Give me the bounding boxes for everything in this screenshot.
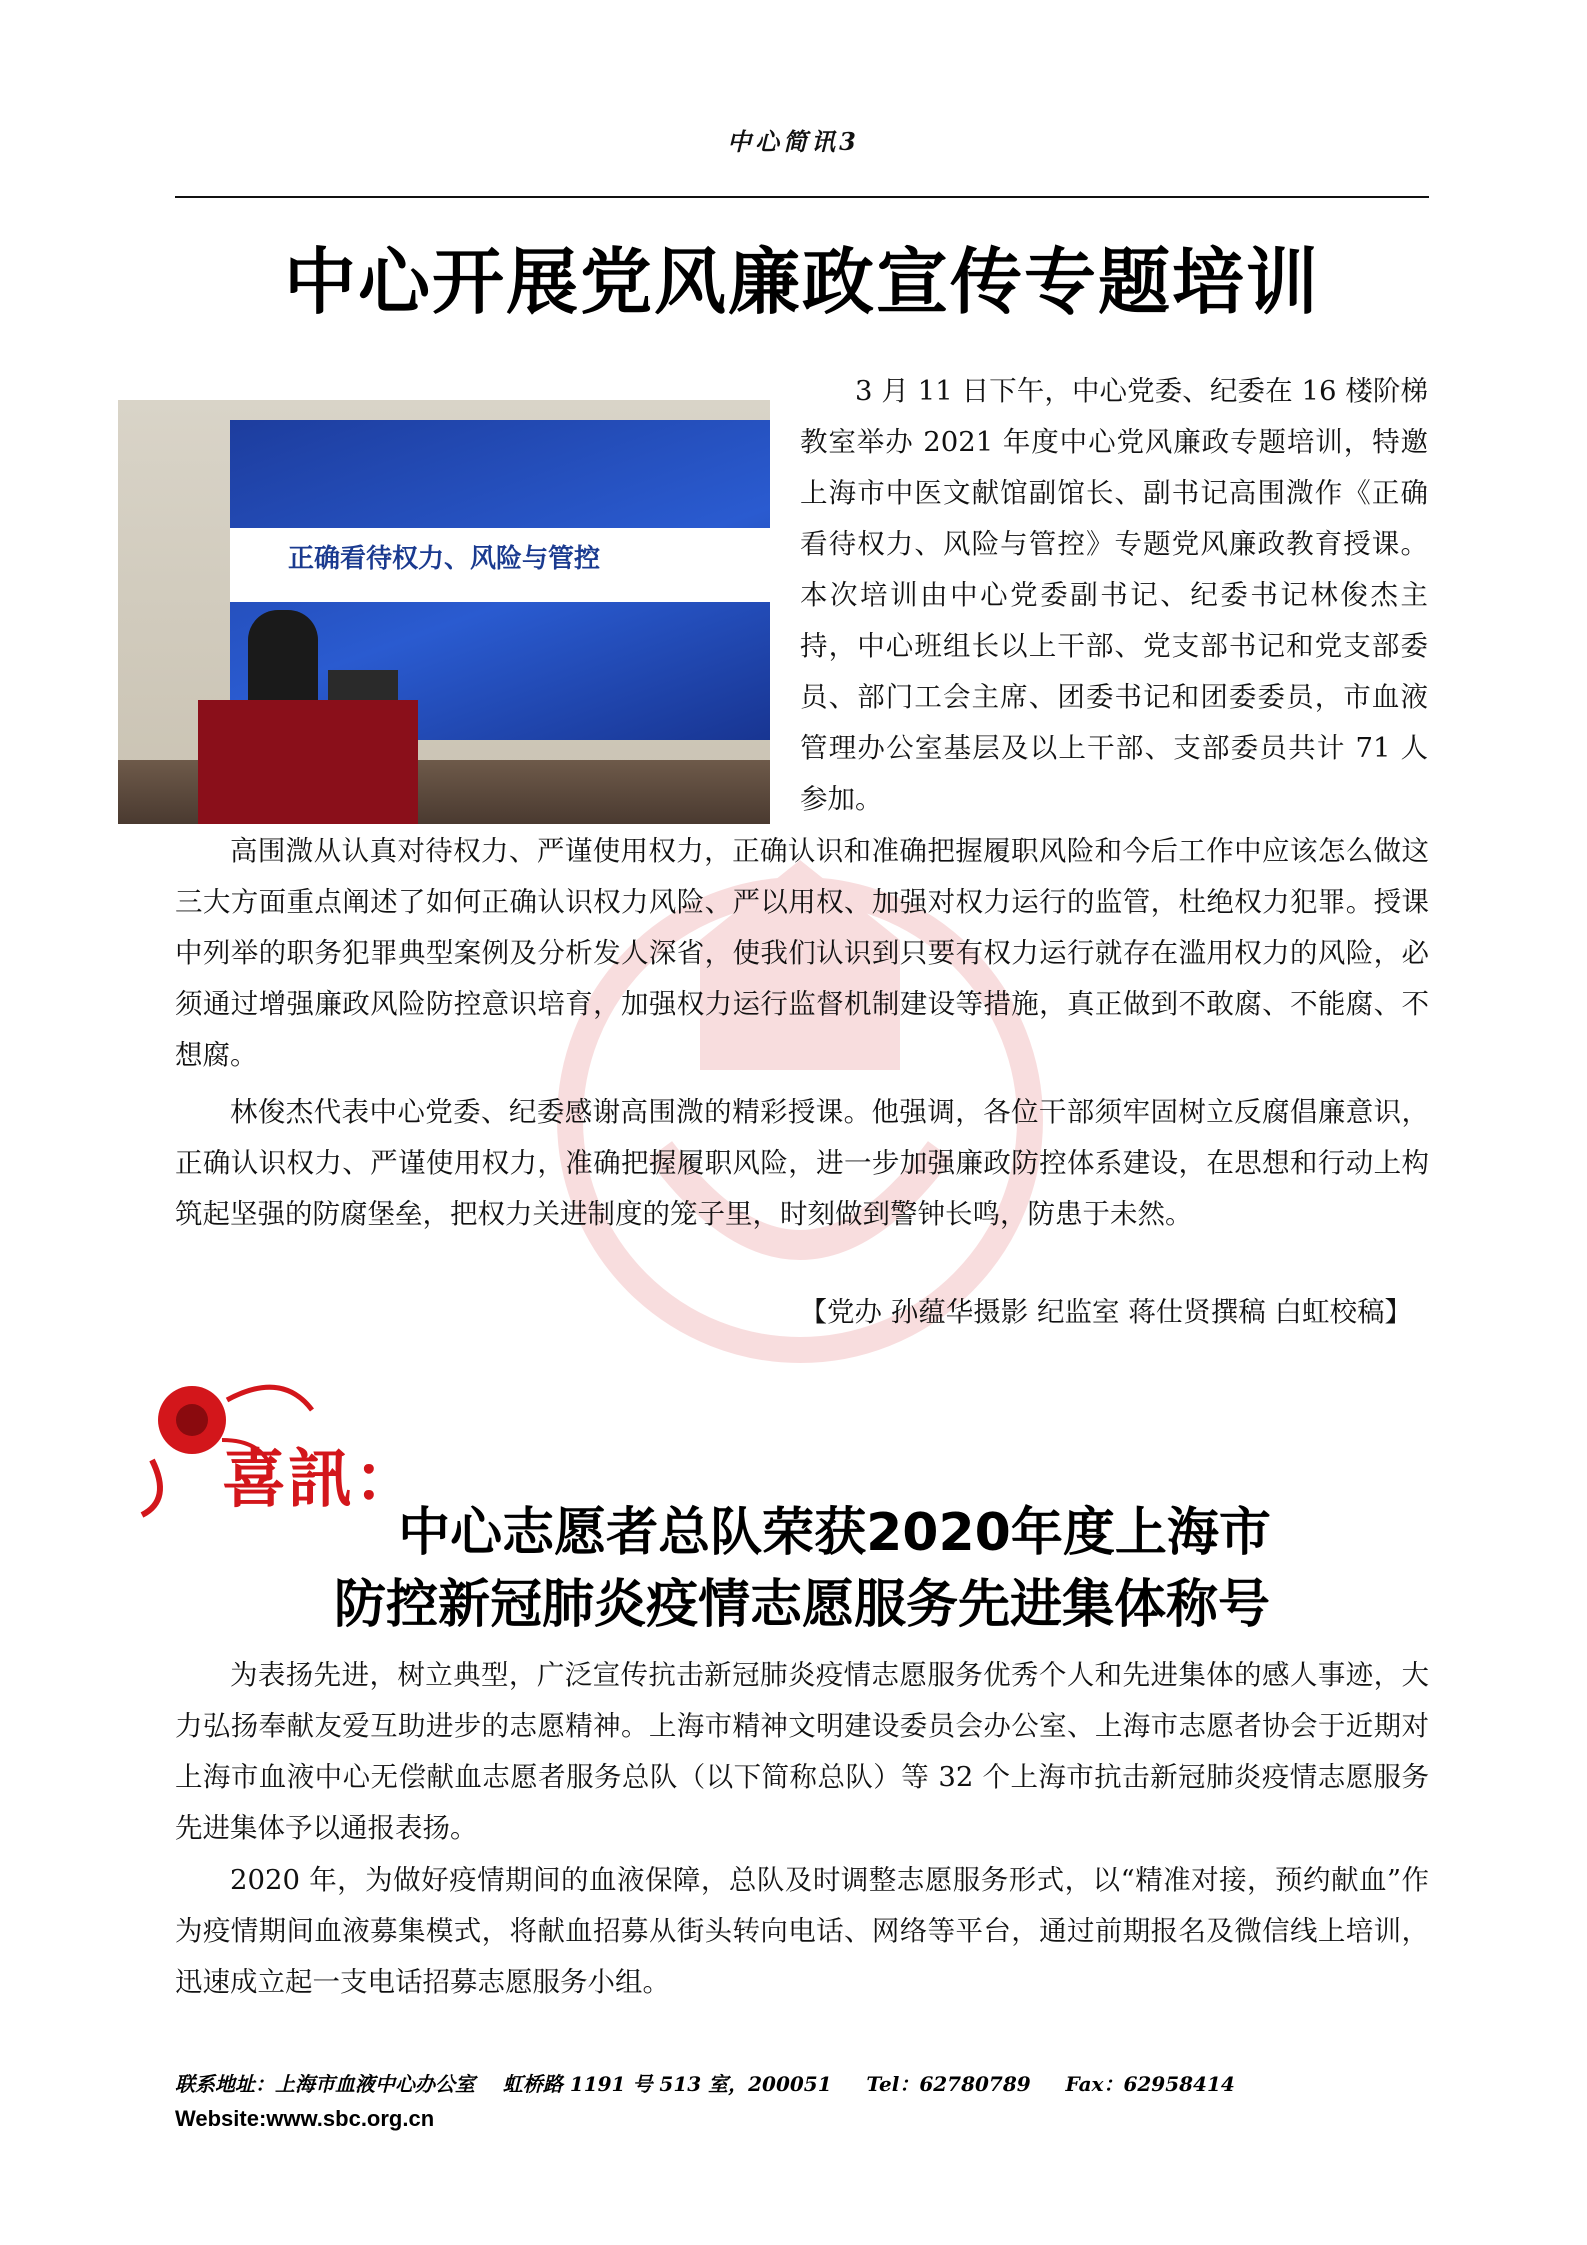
article-credit: 【党办 孙蕴华摄影 纪监室 蒋仕贤撰稿 白虹校稿】 <box>799 1296 1412 1328</box>
newsletter-header-title: 中心简讯3 <box>727 127 860 156</box>
podium-table <box>198 700 418 824</box>
projection-title-text: 正确看待权力、风险与管控 <box>288 544 601 574</box>
article-paragraph-3: 林俊杰代表中心党委、纪委感谢高围溦的精彩授课。他强调，各位干部须牢固树立反腐倡廉意识，正确认识权力、严谨使用权力，准确把握履职风险，进一步加强廉政防控体系建设，在思想和行动上构筑起坚强的防腐堡垒，把权力关进制度的笼子里，时刻做到警钟长鸣，防患于未然。 <box>175 1096 1429 1230</box>
footer-contact: 联系地址：上海市血液中心办公室 虹桥路 1191 号 513 室，200051 Tel：62780789 Fax：62958414 <box>175 2072 1235 2096</box>
article-title: 中心开展党风廉政宣传专题培训 <box>283 240 1320 324</box>
news-paragraph-2: 2020 年，为做好疫情期间的血液保障，总队及时调整志愿服务形式，以“精准对接，预约献血”作为疫情期间血液募集模式，将献血招募从街头转向电话、网络等平台，通过前期报名及微信线上培训，迅速成立起一支电话招募志愿服务小组。 <box>175 1864 1429 1998</box>
article-paragraph-1: 3 月 11 日下午，中心党委、纪委在 16 楼阶梯教室举办 2021 年度中心党风廉政专题培训，特邀上海市中医文献馆副馆长、副书记高围溦作《正确看待权力、风险与管控》专题党风廉政教育授课。本次培训由中心党委副书记、纪委书记林俊杰主持，中心班组长以上干部、党支部书记和党支部委员、部门工会主席、团委书记和团委委员，市血液管理办公室基层及以上干部、支部委员共计 71 人参加。 <box>800 375 1428 815</box>
news-paragraph-1: 为表扬先进，树立典型，广泛宣传抗击新冠肺炎疫情志愿服务优秀个人和先进集体的感人事迹，大力弘扬奉献友爱互助进步的志愿精神。上海市精神文明建设委员会办公室、上海市志愿者协会于近期对上海市血液中心无偿献血志愿者服务总队（以下简称总队）等 32 个上海市抗击新冠肺炎疫情志愿服务先进集体予以通报表扬。 <box>175 1659 1429 1844</box>
news-title-line-1: 中心志愿者总队荣获2020年度上海市 <box>398 1503 1271 1563</box>
speaker-figure <box>248 610 318 710</box>
good-news-badge: 喜訊： <box>222 1442 420 1517</box>
article-paragraph-2: 高围溦从认真对待权力、严谨使用权力，正确认识和准确把握履职风险和今后工作中应该怎么做这三大方面重点阐述了如何正确认识权力风险、严以用权、加强对权力运行的监管，杜绝权力犯罪。授课中列举的职务犯罪典型案例及分析发人深省，使我们认识到只要有权力运行就存在滥用权力的风险，必须通过增强廉政风险防控意识培育，加强权力运行监督机制建设等措施，真正做到不敢腐、不能腐、不想腐。 <box>175 835 1429 1071</box>
footer-website-link[interactable]: Website:www.sbc.org.cn <box>175 2106 435 2131</box>
training-photo <box>118 400 770 824</box>
header-divider <box>175 196 1429 198</box>
news-title-line-2: 防控新冠肺炎疫情志愿服务先进集体称号 <box>333 1575 1270 1635</box>
